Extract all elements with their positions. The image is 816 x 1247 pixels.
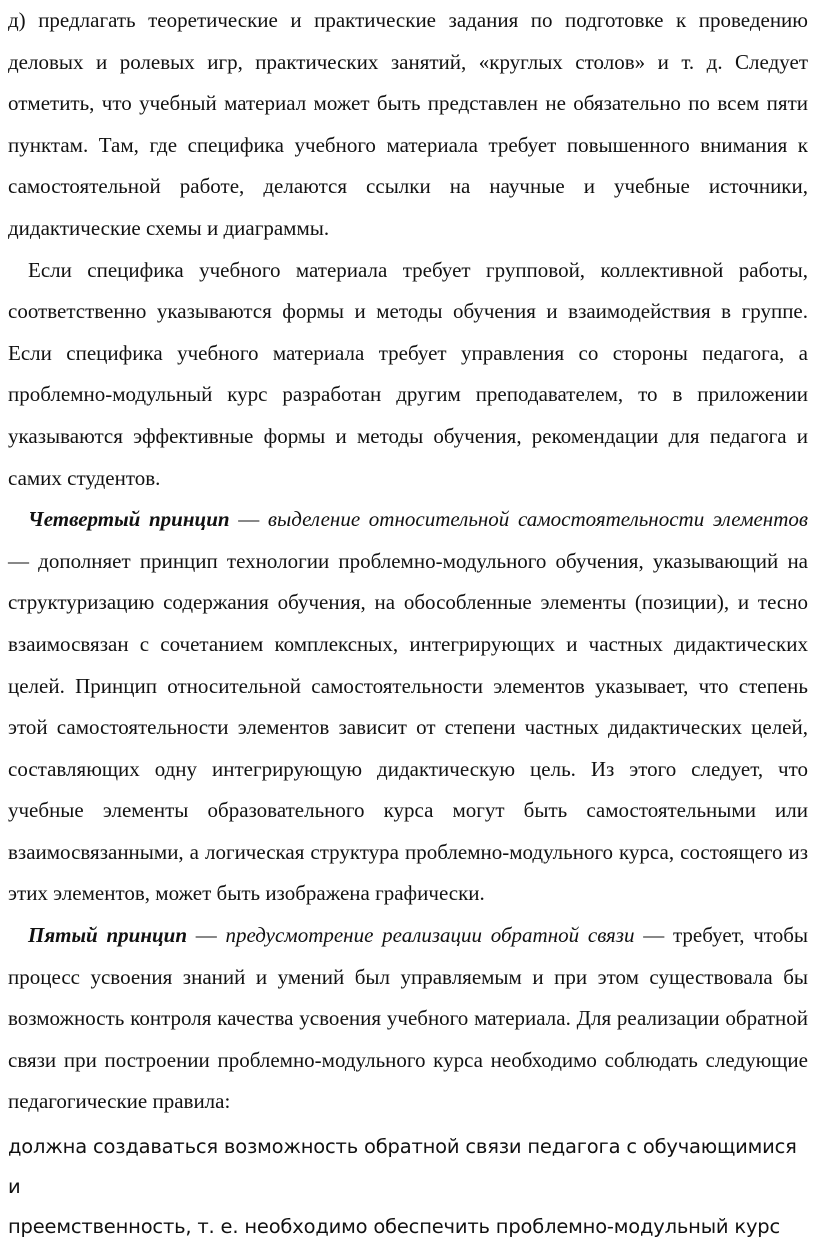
fourth-principle-subtitle: выделение относительной самостоятельности элементов: [267, 507, 808, 532]
feedback-rule-line-2: преемственность, т. е. необходимо обеспечить проблемно-модульный курс: [8, 1215, 781, 1239]
paragraph-group-work: Если специфика учебного материала требует групповой, коллективной работы, соответственно указываются формы и методы обучения и взаимодействия в группе. Если специфика учебного материала требует управления со стороны педагога, а проблемно-модульный курс разработан другим преподавателем, то в приложении указываются эффективные формы и методы обучения, рекомендации для педагога и самих студентов.: [8, 257, 808, 490]
fifth-principle-dash: —: [187, 923, 226, 948]
fifth-principle-title: Пятый принцип: [28, 923, 188, 948]
fifth-principle-subtitle: предусмотрение реализации обратной связи: [225, 923, 635, 948]
paragraph-fourth-principle: [8, 499, 808, 915]
fourth-principle-dash: —: [229, 507, 268, 532]
feedback-rules-text: [8, 1127, 808, 1247]
fourth-principle-title: Четвертый принцип: [28, 507, 230, 532]
feedback-rule-line-1: должна создаваться возможность обратной связи педагога с обучающимися и: [8, 1135, 797, 1199]
paragraph-tasks: д) предлагать теоретические и практические задания по подготовке к проведению деловых и ролевых игр, практических занятий, «круглых столов» и т. д. Следует отметить, что учебный материал может быть представлен не обязательно по всем пяти пунктам. Там, где специфика учебного материала требует повышенного внимания к самостоятельной работе, делаются ссылки на научные и учебные источники, дидактические схемы и диаграммы.: [8, 8, 808, 240]
fifth-principle-body: — требует, чтобы процесс усвоения знаний и умений был управляемым и при этом существовала бы возможность контроля качества усвоения учебного материала. Для реализации обратной связи при построении проблемно-модульного курса необходимо соблюдать следующие педагогические правила:: [8, 923, 808, 1114]
paragraph-fifth-principle: [8, 915, 808, 1123]
fourth-principle-body: — дополняет принцип технологии проблемно-модульного обучения, указывающий на структуризацию содержания обучения, на обособленные элементы (позиции), и тесно взаимосвязан с сочетанием комплексных, интегрирующих и частных дидактических целей. Принцип относительной самостоятельности элементов указывает, что степень этой самостоятельности элементов зависит от степени частных дидактических целей, составляющих одну интегрирующую дидактическую цель. Из этого следует, что учебные элементы образовательного курса могут быть самостоятельными или взаимосвязанными, а логическая структура проблемно-модульного курса, состоящего из этих элементов, может быть изображена графически.: [8, 548, 808, 906]
